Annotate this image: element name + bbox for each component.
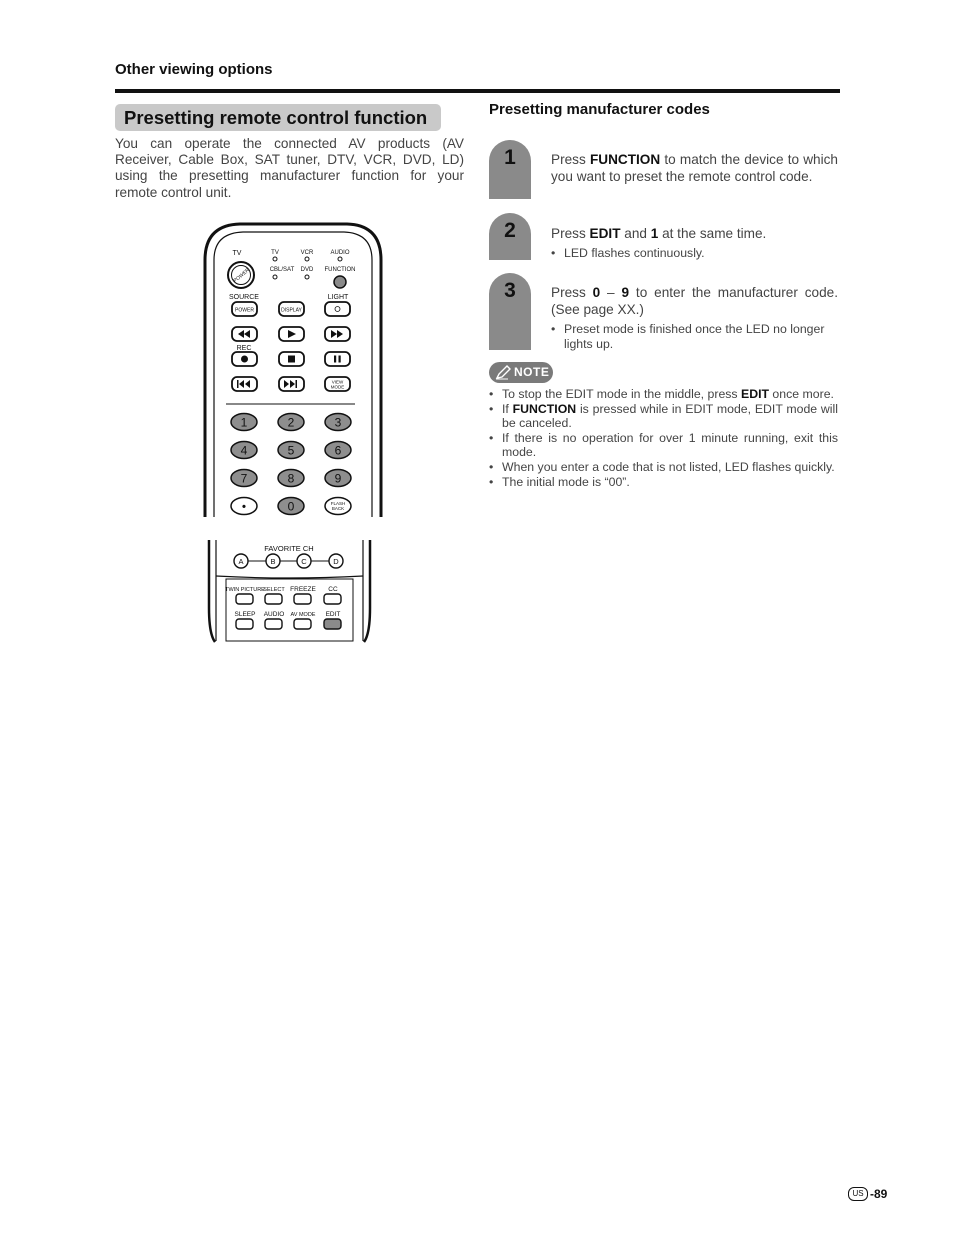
skip-forward-icon bbox=[296, 380, 298, 388]
select-label: SELECT bbox=[263, 587, 285, 593]
note-item: • The initial mode is “00”. bbox=[489, 474, 630, 489]
digit-6-button[interactable] bbox=[325, 442, 351, 459]
step-2-note: • LED flashes continuously. bbox=[551, 246, 705, 260]
digit-4-button[interactable] bbox=[231, 442, 257, 459]
step-3-text: Press 0 – 9 to enter the manufacturer code. (See page XX.) bbox=[551, 285, 838, 317]
header-rule bbox=[115, 89, 840, 93]
view-mode-button[interactable] bbox=[325, 377, 350, 391]
favorite-ch-label: FAVORITE CH bbox=[264, 544, 314, 553]
pause-button[interactable] bbox=[325, 352, 350, 366]
digit-2-label: 2 bbox=[287, 415, 295, 430]
step-2-number: 2 bbox=[504, 219, 516, 242]
display-button[interactable] bbox=[279, 302, 304, 316]
twin-picture-button[interactable] bbox=[236, 594, 253, 604]
fast-forward-button[interactable] bbox=[325, 327, 350, 341]
dot-button[interactable] bbox=[231, 498, 257, 515]
sleep-button[interactable] bbox=[236, 619, 253, 629]
remote-lower-illustration bbox=[205, 540, 375, 644]
source-label: SOURCE bbox=[229, 294, 259, 301]
function-label: FUNCTION bbox=[324, 267, 356, 273]
tv-label: TV bbox=[232, 250, 242, 257]
fav-a-button[interactable] bbox=[234, 554, 248, 568]
digit-0-label: 0 bbox=[287, 499, 295, 514]
rec-icon bbox=[241, 356, 248, 363]
page-number-text: -89 bbox=[870, 1187, 888, 1201]
display-key-label: DISPLAY bbox=[281, 307, 302, 314]
audio-key-label: AUDIO bbox=[263, 611, 285, 618]
note-label: NOTE bbox=[514, 365, 550, 379]
mode-label: MODE bbox=[330, 384, 345, 390]
tv-small-label: TV bbox=[271, 250, 279, 256]
cblsat-led bbox=[273, 275, 277, 279]
audio-button[interactable] bbox=[265, 619, 282, 629]
digit-3-button[interactable] bbox=[325, 414, 351, 431]
pause-icon bbox=[339, 356, 341, 363]
step-3-note: • Preset mode is finished once the LED no longer lights up. bbox=[551, 322, 825, 351]
freeze-button[interactable] bbox=[294, 594, 311, 604]
stop-icon bbox=[288, 356, 295, 363]
section-label: Other viewing options bbox=[115, 61, 273, 78]
digit-1-label: 1 bbox=[240, 415, 248, 430]
sleep-label: SLEEP bbox=[234, 611, 256, 618]
pencil-icon bbox=[495, 365, 511, 380]
rec-label: REC bbox=[236, 345, 252, 352]
vcr-label: VCR bbox=[300, 250, 314, 256]
vcr-led bbox=[305, 257, 309, 261]
play-button[interactable] bbox=[279, 327, 304, 341]
section-title: Presetting remote control function bbox=[124, 107, 428, 128]
twin-picture-label: TWIN PICTURE bbox=[225, 587, 265, 593]
step-2-text: Press EDIT and 1 at the same time. bbox=[551, 226, 767, 241]
skip-back-button[interactable] bbox=[232, 377, 257, 391]
skip-forward-button[interactable] bbox=[279, 377, 304, 391]
flash-label: FLASH bbox=[330, 501, 346, 506]
fav-b-button[interactable] bbox=[266, 554, 280, 568]
note-item: • If FUNCTION is pressed while in EDIT mode, EDIT mode will be canceled. bbox=[489, 401, 839, 431]
note-item: • If there is no operation for over 1 minute running, exit this mode. bbox=[489, 430, 838, 460]
digit-6-label: 6 bbox=[334, 443, 342, 458]
cc-button[interactable] bbox=[324, 594, 341, 604]
edit-button[interactable] bbox=[324, 619, 341, 629]
rewind-button[interactable] bbox=[232, 327, 257, 341]
power-round-button[interactable] bbox=[228, 262, 254, 288]
source-power-button[interactable] bbox=[232, 302, 257, 316]
power-round-label: POWER bbox=[232, 267, 251, 285]
digit-7-label: 7 bbox=[240, 471, 248, 486]
fav-d-button[interactable] bbox=[329, 554, 343, 568]
step-3-number: 3 bbox=[504, 279, 516, 302]
function-button[interactable] bbox=[334, 276, 346, 288]
fav-a-label: A bbox=[238, 557, 244, 566]
rec-button[interactable] bbox=[232, 352, 257, 366]
dot-label: • bbox=[241, 499, 247, 514]
us-badge: US bbox=[848, 1187, 868, 1201]
light-button[interactable] bbox=[325, 302, 350, 316]
intro-paragraph: You can operate the connected AV products (AV Receiver, Cable Box, SAT tuner, DTV, VCR, DVD, LD) using the presetting manufacturer function for your remote control unit. bbox=[115, 136, 464, 200]
remote-control-illustration bbox=[195, 220, 391, 520]
fav-b-label: B bbox=[270, 557, 276, 566]
stop-button[interactable] bbox=[279, 352, 304, 366]
digit-5-label: 5 bbox=[287, 443, 295, 458]
step-2-tab bbox=[489, 213, 531, 260]
digit-4-label: 4 bbox=[240, 443, 248, 458]
note-badge bbox=[489, 362, 553, 383]
step-1-text: Press FUNCTION to match the device to which you want to preset the remote control code. bbox=[551, 152, 838, 184]
power-key-label: POWER bbox=[235, 307, 254, 314]
page-number bbox=[848, 1187, 887, 1201]
select-button[interactable] bbox=[265, 594, 282, 604]
dvd-label: DVD bbox=[300, 267, 314, 273]
av-mode-button[interactable] bbox=[294, 619, 311, 629]
step-1-number: 1 bbox=[504, 146, 516, 169]
step-1-tab bbox=[489, 140, 531, 199]
back-label: BACK bbox=[331, 506, 345, 511]
digit-7-button[interactable] bbox=[231, 470, 257, 487]
digit-2-button[interactable] bbox=[278, 414, 304, 431]
audio-led bbox=[338, 257, 342, 261]
note-item: • When you enter a code that is not listed, LED flashes quickly. bbox=[489, 459, 835, 474]
digit-1-button[interactable] bbox=[231, 414, 257, 431]
digit-3-label: 3 bbox=[334, 415, 342, 430]
cc-label: CC bbox=[328, 586, 338, 593]
digit-9-label: 9 bbox=[334, 471, 342, 486]
note-item: • To stop the EDIT mode in the middle, press EDIT once more. bbox=[489, 387, 834, 401]
notes-list bbox=[489, 387, 838, 489]
digit-0-button[interactable] bbox=[278, 498, 304, 515]
dvd-led bbox=[305, 275, 309, 279]
freeze-label: FREEZE bbox=[290, 586, 316, 593]
audio-label: AUDIO bbox=[330, 250, 350, 256]
fav-d-label: D bbox=[333, 557, 339, 566]
fav-c-button[interactable] bbox=[297, 554, 311, 568]
av-mode-label: AV MODE bbox=[290, 612, 316, 618]
section-title-box bbox=[115, 104, 441, 131]
light-label: LIGHT bbox=[327, 294, 349, 301]
flashback-button[interactable] bbox=[325, 498, 351, 515]
fav-c-label: C bbox=[301, 557, 307, 566]
cblsat-label: CBL/SAT bbox=[269, 267, 295, 273]
edit-label: EDIT bbox=[325, 611, 341, 618]
subsection-heading: Presetting manufacturer codes bbox=[489, 101, 710, 118]
tv-led bbox=[273, 257, 277, 261]
digit-9-button[interactable] bbox=[325, 470, 351, 487]
digit-5-button[interactable] bbox=[278, 442, 304, 459]
digit-8-button[interactable] bbox=[278, 470, 304, 487]
view-label: VIEW bbox=[331, 379, 344, 385]
step-3-tab bbox=[489, 273, 531, 350]
digit-8-label: 8 bbox=[287, 471, 295, 486]
